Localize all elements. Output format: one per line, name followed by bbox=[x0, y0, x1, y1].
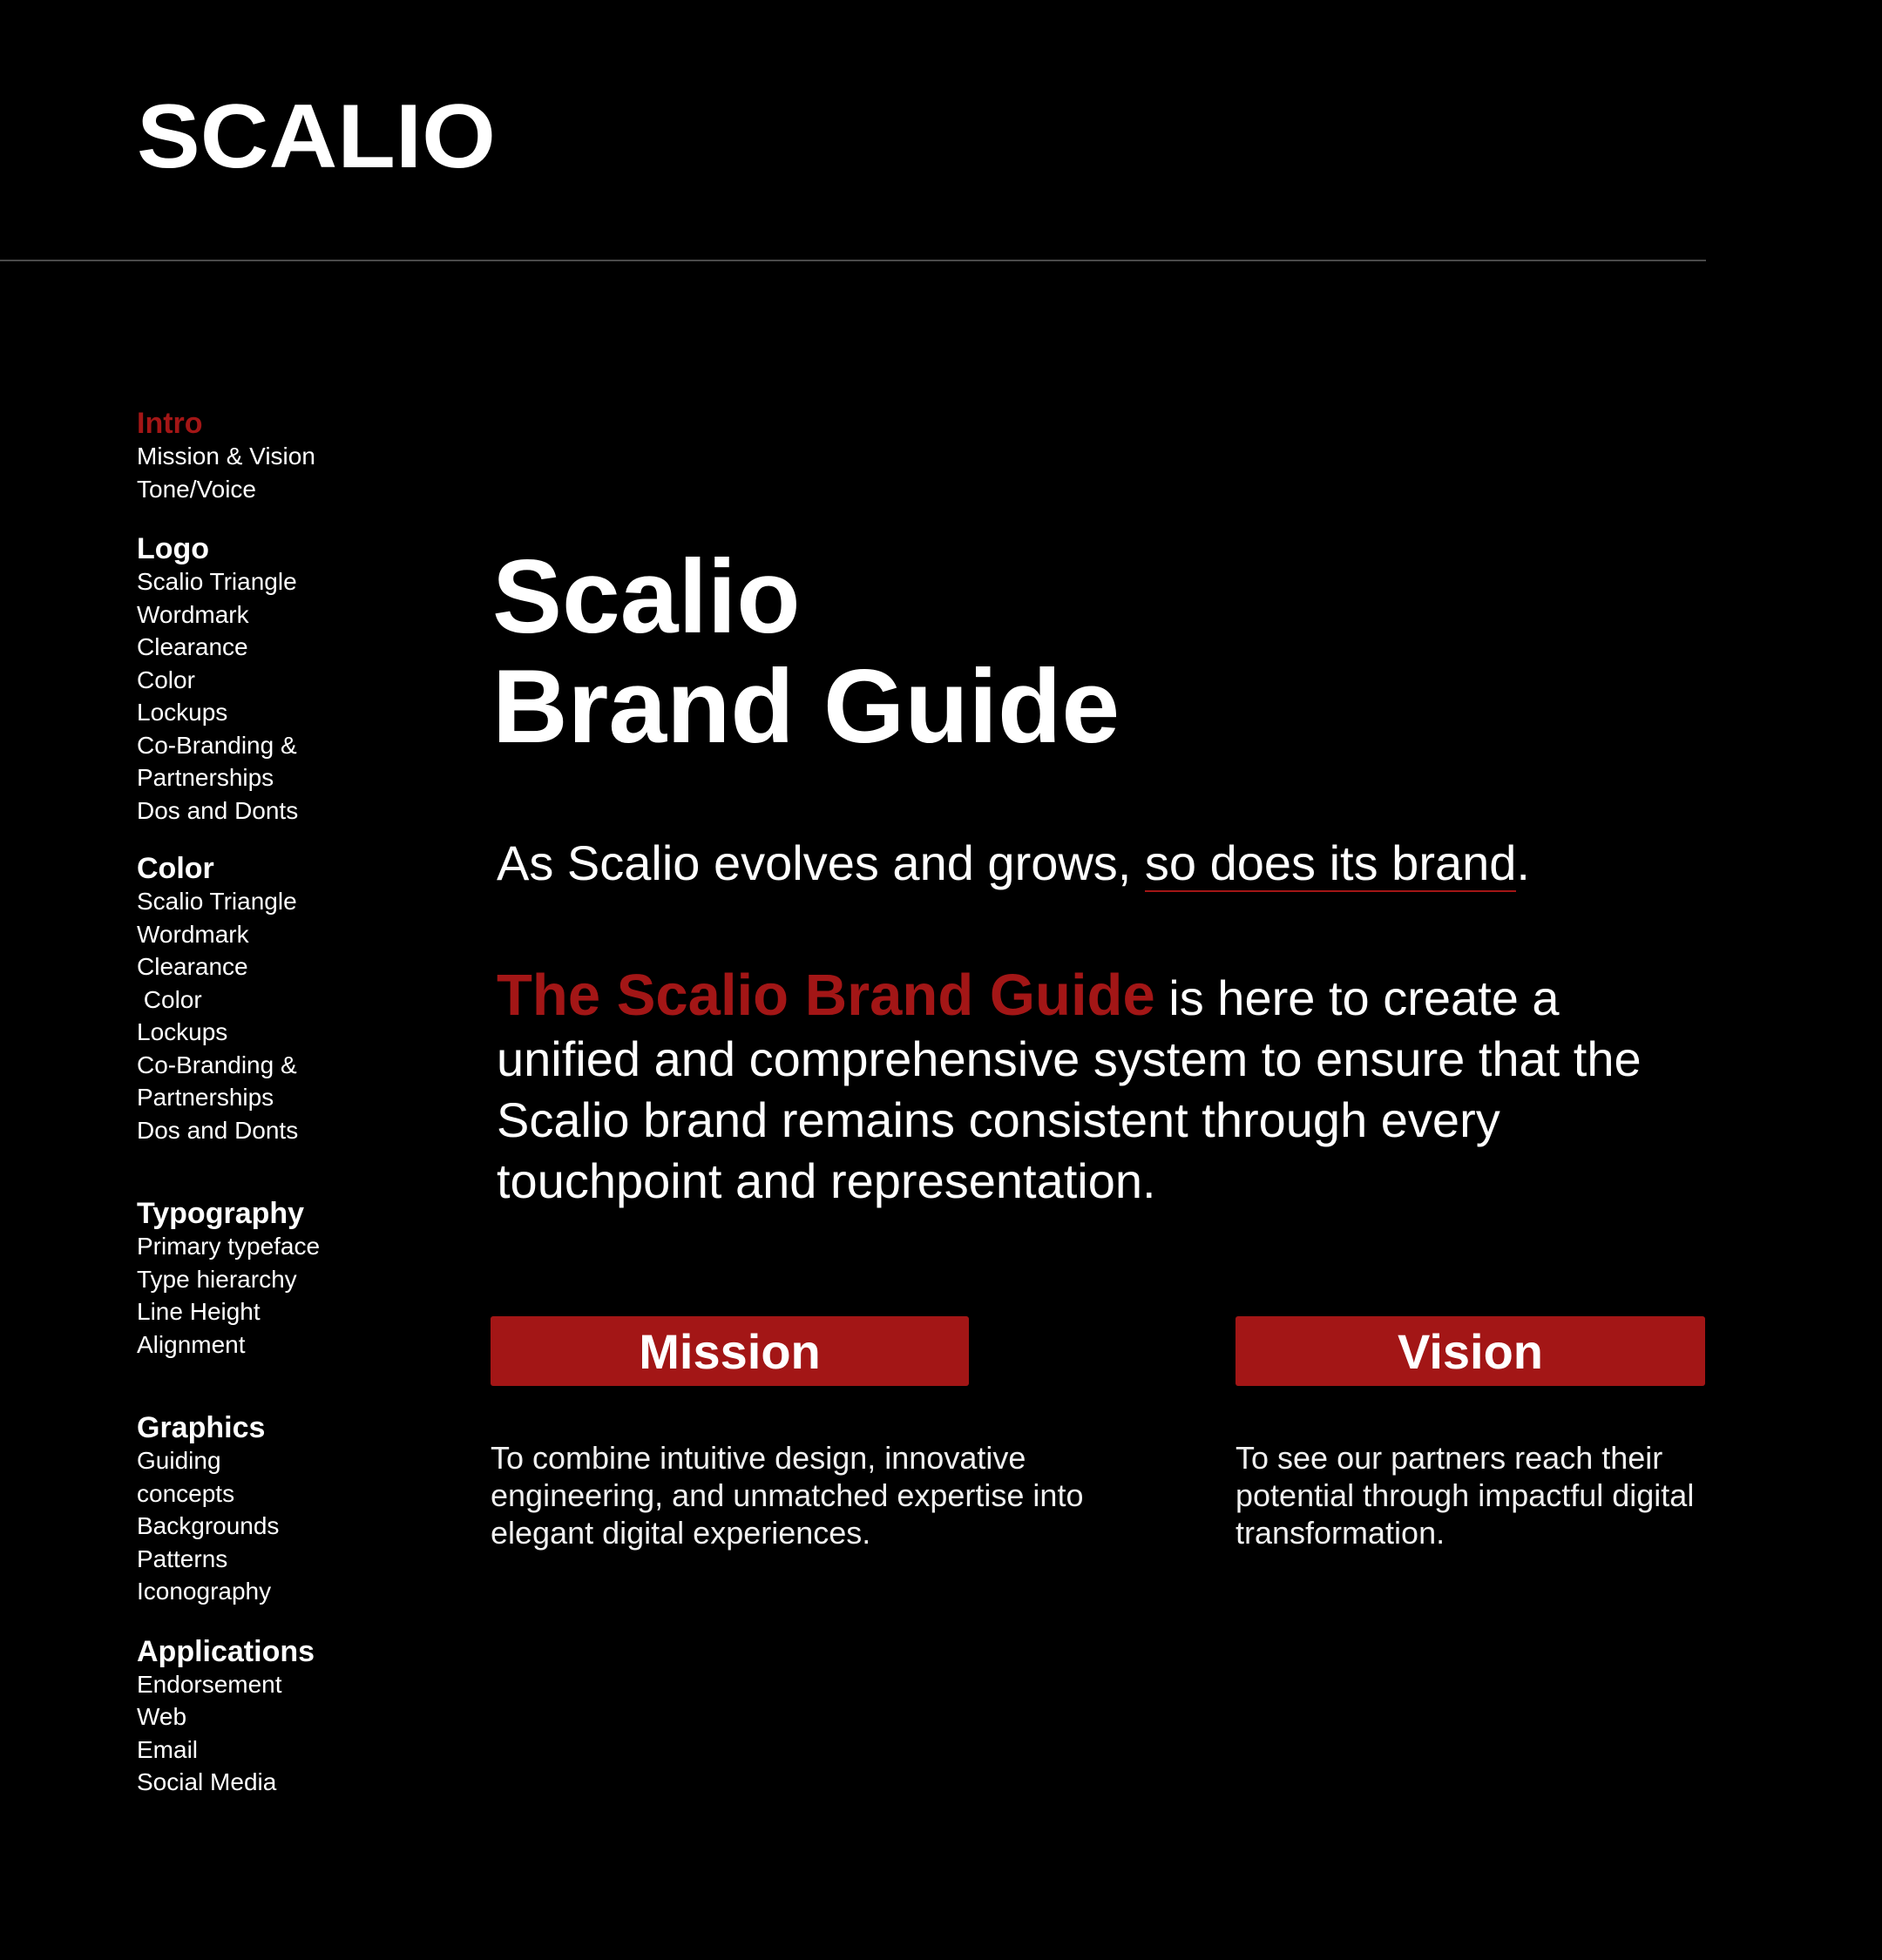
nav-item-iconography[interactable]: Iconography bbox=[137, 1578, 272, 1605]
nav-group-color bbox=[137, 853, 424, 1146]
scalio-logo bbox=[137, 98, 503, 178]
nav-group-graphics bbox=[137, 1412, 424, 1608]
nav-item-mission-vision[interactable]: Mission & Vision bbox=[137, 443, 315, 470]
nav-item-line-height[interactable]: Line Height bbox=[137, 1298, 261, 1325]
nav-item-color-color[interactable]: Color bbox=[137, 985, 202, 1013]
tagline bbox=[497, 835, 1530, 892]
nav-item-type-hierarchy[interactable]: Type hierarchy bbox=[137, 1265, 297, 1293]
nav-item-logo-color[interactable]: Color bbox=[137, 666, 195, 693]
intro-body: is here to create a unified and comprehensive system to ensure that the Scalio brand remains consistent through every touchpoint and representation. bbox=[497, 970, 1642, 1208]
nav-group-applications bbox=[137, 1636, 424, 1799]
nav-item-logo-wordmark[interactable]: Wordmark bbox=[137, 600, 249, 628]
intro-accent: The Scalio Brand Guide bbox=[497, 963, 1155, 1028]
vision-heading: Vision bbox=[1235, 1316, 1705, 1386]
nav-item-color-lockups[interactable]: Lockups bbox=[137, 1018, 228, 1045]
nav-item-backgrounds[interactable]: Backgrounds bbox=[137, 1512, 280, 1539]
nav-item-alignment[interactable]: Alignment bbox=[137, 1330, 246, 1358]
nav-heading-intro[interactable]: Intro bbox=[137, 407, 203, 440]
nav-item-logo-lockups[interactable]: Lockups bbox=[137, 699, 228, 726]
nav-item-social-media[interactable]: Social Media bbox=[137, 1768, 277, 1795]
nav-heading-logo[interactable]: Logo bbox=[137, 532, 210, 565]
nav-heading-typography[interactable]: Typography bbox=[137, 1197, 305, 1230]
tagline-lead: As Scalio evolves and grows, bbox=[497, 835, 1145, 890]
header-divider bbox=[0, 260, 1706, 261]
nav-item-patterns[interactable]: Patterns bbox=[137, 1544, 228, 1572]
nav-item-color-wordmark[interactable]: Wordmark bbox=[137, 920, 249, 948]
tagline-emphasis: so does its brand bbox=[1144, 835, 1517, 890]
page-title bbox=[492, 538, 1120, 765]
page-title-line1: Scalio bbox=[492, 538, 801, 655]
nav-item-logo-partnerships[interactable]: Partnerships bbox=[137, 764, 274, 791]
nav-heading-applications[interactable]: Applications bbox=[137, 1634, 315, 1668]
nav-item-guiding[interactable]: Guiding bbox=[137, 1447, 221, 1474]
nav-group-intro bbox=[137, 408, 424, 505]
mission-text: To combine intuitive design, innovative engineering, and unmatched expertise into elegant digital experiences. bbox=[491, 1440, 1084, 1551]
tagline-end: . bbox=[1516, 835, 1530, 890]
nav-group-typography bbox=[137, 1198, 424, 1361]
nav-item-color-dos-donts[interactable]: Dos and Donts bbox=[137, 1116, 299, 1144]
nav-item-email[interactable]: Email bbox=[137, 1735, 199, 1763]
mission-heading: Mission bbox=[491, 1316, 969, 1386]
page-title-line2: Brand Guide bbox=[492, 648, 1120, 765]
nav-heading-graphics[interactable]: Graphics bbox=[137, 1411, 266, 1444]
nav-item-color-co-branding[interactable]: Co-Branding & bbox=[137, 1051, 297, 1078]
nav-item-logo-scalio-triangle[interactable]: Scalio Triangle bbox=[137, 568, 297, 595]
nav-item-logo-co-branding[interactable]: Co-Branding & bbox=[137, 731, 297, 759]
nav-item-logo-dos-donts[interactable]: Dos and Donts bbox=[137, 796, 299, 824]
vision-text: To see our partners reach their potential through impactful digital transformation. bbox=[1235, 1440, 1695, 1551]
nav-item-primary-typeface[interactable]: Primary typeface bbox=[137, 1233, 321, 1260]
intro-paragraph bbox=[497, 965, 1716, 1212]
nav-item-logo-clearance[interactable]: Clearance bbox=[137, 633, 248, 660]
nav-item-tone-voice[interactable]: Tone/Voice bbox=[137, 475, 256, 503]
sidebar-nav bbox=[137, 408, 424, 1799]
nav-item-endorsement[interactable]: Endorsement bbox=[137, 1670, 282, 1698]
nav-heading-color[interactable]: Color bbox=[137, 852, 214, 885]
nav-item-concepts[interactable]: concepts bbox=[137, 1479, 235, 1507]
logo-wordmark: SCALIO bbox=[137, 98, 496, 178]
nav-group-logo bbox=[137, 533, 424, 827]
nav-item-web[interactable]: Web bbox=[137, 1703, 187, 1730]
nav-item-color-clearance[interactable]: Clearance bbox=[137, 953, 248, 980]
nav-item-color-scalio-triangle[interactable]: Scalio Triangle bbox=[137, 888, 297, 915]
nav-item-color-partnerships[interactable]: Partnerships bbox=[137, 1084, 274, 1111]
